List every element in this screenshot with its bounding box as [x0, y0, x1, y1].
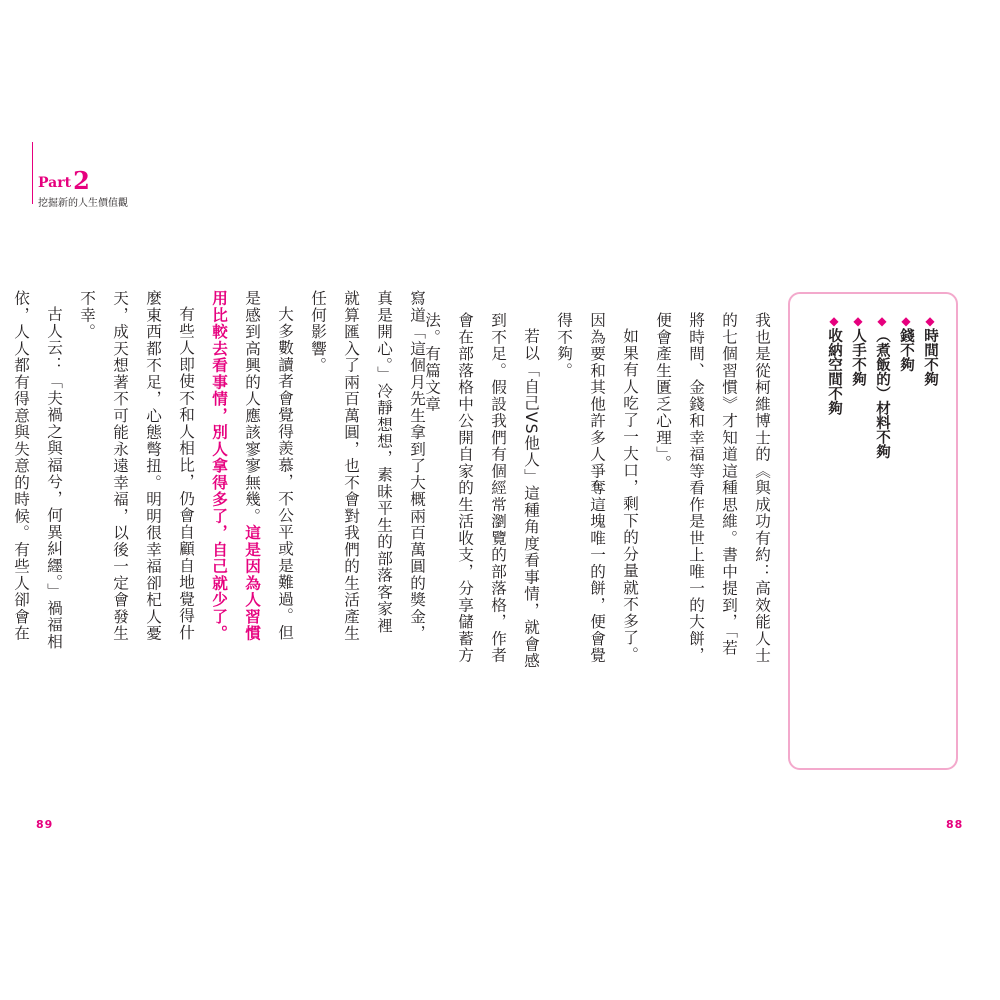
list-item	[846, 314, 870, 459]
list-item	[918, 314, 942, 459]
part-label-text: Part	[38, 175, 72, 191]
list-item	[894, 314, 918, 459]
diamond-bullet-icon: ◆	[827, 314, 841, 328]
paragraph: 寫道「這個月先生拿到了大概兩百萬圓的獎金，真是開心。」冷靜想想，素昧平生的部落客家裡就算匯入了兩百萬圓，也不會對我們的生活產生任何影響。	[309, 290, 426, 642]
page-number-right: 88	[946, 818, 964, 831]
list-item-text: （煮飯的）材料不夠	[874, 328, 890, 459]
paragraph: 有些人即使不和人相比，仍會自顧自地覺得什麼東西都不足，心態彆扭。明明很幸福卻杞人憂天，成天想著不可能永遠幸福，以後一定會發生不幸。	[78, 290, 195, 642]
scarcity-list-box	[788, 292, 958, 770]
paragraph	[202, 290, 301, 650]
left-page-body	[12, 290, 433, 650]
paragraph: 若以「自己VS他人」這種角度看事情，就會感到不足。假設我們有個經常瀏覽的部落格，作者會在部落格中公開自家的生活收支，分享儲蓄方法。有篇文章	[423, 312, 540, 669]
paragraph: 如果有人吃了一大口，剩下的分量就不多了。因為要和其他許多人爭奪這塊唯一的餅，便會覺得不夠。	[555, 312, 639, 664]
section-title: 挖掘新的人生價值觀	[38, 198, 128, 209]
part-number: 2	[73, 166, 90, 195]
paragraph: 古人云：「夫禍之與福兮，何異糾纆。」禍福相依，人人都有得意與失意的時候。有些人卻會在	[12, 290, 63, 650]
list-item-text: 收納空間不夠	[826, 328, 842, 415]
list-item-text: 錢不夠	[898, 328, 914, 372]
diamond-bullet-icon: ◆	[875, 314, 889, 328]
list-item	[822, 314, 846, 459]
list-item	[870, 314, 894, 459]
header-accent-bar	[32, 142, 33, 204]
emphasis-text: 這是因為人習慣用比較去看事情，別人拿得多了，自己就少了。	[210, 290, 261, 642]
page-number-left: 89	[36, 818, 54, 831]
paragraph-text: 大多數讀者會覺得羨慕，不公平或是難過。但是感到高興的人應該寥寥無幾。	[243, 290, 294, 641]
part-label	[38, 166, 128, 195]
right-page-body	[423, 312, 778, 672]
chapter-header	[38, 166, 128, 209]
diamond-bullet-icon: ◆	[851, 314, 865, 328]
paragraph: 我也是從柯維博士的《與成功有約：高效能人士的七個習慣》才知道這種思維。書中提到，「若將時間、金錢和幸福等看作是世上唯一的大餅，便會產生匱乏心理」。	[654, 312, 771, 664]
list-item-text: 人手不夠	[850, 328, 866, 386]
scarcity-list	[822, 314, 942, 459]
list-item-text: 時間不夠	[922, 328, 938, 386]
diamond-bullet-icon: ◆	[923, 314, 937, 328]
diamond-bullet-icon: ◆	[899, 314, 913, 328]
